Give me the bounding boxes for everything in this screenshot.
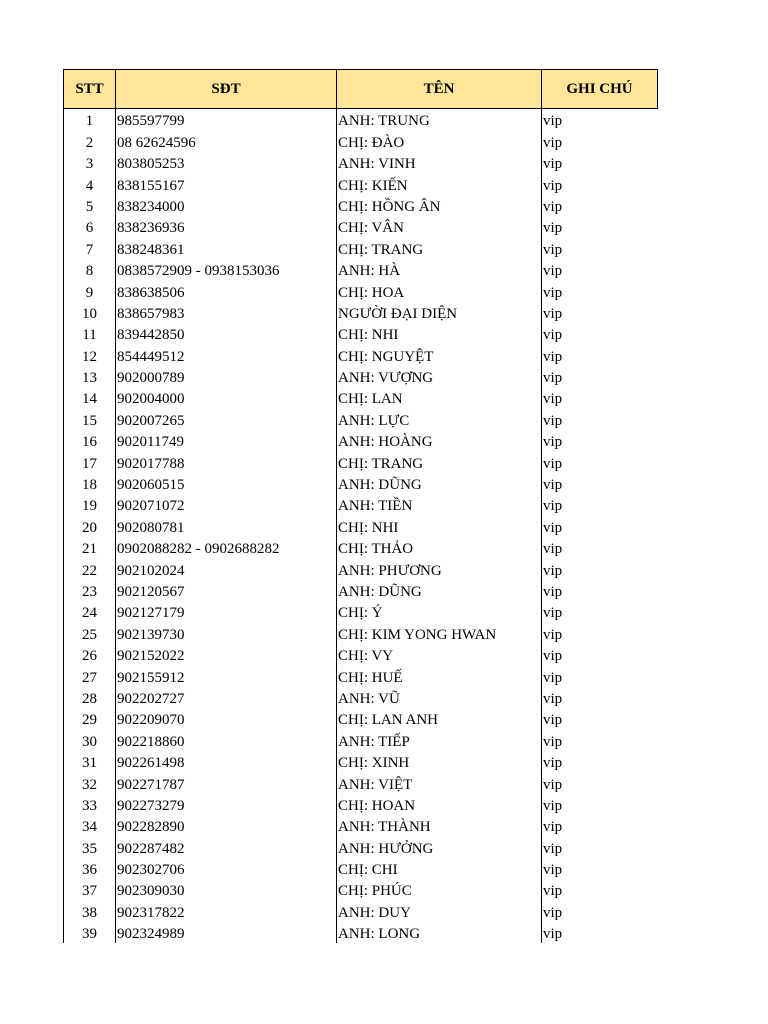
cell-ten[interactable]: ANH: VIỆT: [337, 772, 542, 793]
cell-ghi-chu[interactable]: vip: [542, 622, 658, 643]
cell-ghi-chu[interactable]: vip: [542, 473, 658, 494]
cell-ghi-chu[interactable]: vip: [542, 537, 658, 558]
cell-ten[interactable]: ANH: LỰC: [337, 408, 542, 429]
cell-ghi-chu[interactable]: vip: [542, 558, 658, 579]
cell-sdt[interactable]: 902011749: [116, 430, 337, 451]
cell-sdt[interactable]: 902000789: [116, 366, 337, 387]
cell-stt[interactable]: 5: [64, 195, 116, 216]
cell-stt[interactable]: 26: [64, 644, 116, 665]
table-row: [64, 772, 658, 793]
cell-sdt[interactable]: 902007265: [116, 408, 337, 429]
cell-sdt[interactable]: 902282890: [116, 815, 337, 836]
cell-stt[interactable]: 2: [64, 130, 116, 151]
table-row: [64, 644, 658, 665]
cell-ten[interactable]: CHỊ: VY: [337, 644, 542, 665]
cell-sdt[interactable]: 902287482: [116, 836, 337, 857]
table-row: [64, 515, 658, 536]
cell-ten[interactable]: CHỊ: KIẾN: [337, 173, 542, 194]
cell-sdt[interactable]: 803805253: [116, 152, 337, 173]
cell-ten[interactable]: CHỊ: TRANG: [337, 237, 542, 258]
table-row: [64, 922, 658, 943]
table-row: [64, 815, 658, 836]
cell-stt[interactable]: 4: [64, 173, 116, 194]
table-row: [64, 430, 658, 451]
cell-stt[interactable]: 28: [64, 687, 116, 708]
cell-sdt[interactable]: 902127179: [116, 601, 337, 622]
cell-stt[interactable]: 15: [64, 408, 116, 429]
cell-ten[interactable]: CHỊ: CHI: [337, 858, 542, 879]
table-row: [64, 558, 658, 579]
cell-stt[interactable]: 30: [64, 729, 116, 750]
table-row: [64, 344, 658, 365]
cell-ghi-chu[interactable]: vip: [542, 237, 658, 258]
table-row: [64, 836, 658, 857]
table-row: [64, 366, 658, 387]
cell-stt[interactable]: 23: [64, 580, 116, 601]
cell-stt[interactable]: 7: [64, 237, 116, 258]
cell-stt[interactable]: 32: [64, 772, 116, 793]
cell-stt[interactable]: 33: [64, 794, 116, 815]
cell-stt[interactable]: 3: [64, 152, 116, 173]
table-row: [64, 622, 658, 643]
table-row: [64, 879, 658, 900]
table-row: [64, 794, 658, 815]
cell-stt[interactable]: 38: [64, 900, 116, 921]
cell-sdt[interactable]: 839442850: [116, 323, 337, 344]
cell-sdt[interactable]: 0838572909 - 0938153036: [116, 259, 337, 280]
table-row: [64, 537, 658, 558]
table-row: [64, 451, 658, 472]
cell-sdt[interactable]: 838638506: [116, 280, 337, 301]
cell-sdt[interactable]: 902139730: [116, 622, 337, 643]
cell-ten[interactable]: CHỊ: NHI: [337, 515, 542, 536]
cell-ghi-chu[interactable]: vip: [542, 387, 658, 408]
cell-ghi-chu[interactable]: vip: [542, 858, 658, 879]
cell-ghi-chu[interactable]: vip: [542, 815, 658, 836]
contact-sheet: [63, 69, 658, 943]
cell-ghi-chu[interactable]: vip: [542, 729, 658, 750]
table-row: [64, 473, 658, 494]
table-row: [64, 858, 658, 879]
cell-sdt[interactable]: 902120567: [116, 580, 337, 601]
cell-sdt[interactable]: 08 62624596: [116, 130, 337, 151]
cell-sdt[interactable]: 902004000: [116, 387, 337, 408]
cell-stt[interactable]: 39: [64, 922, 116, 943]
cell-sdt[interactable]: 902317822: [116, 900, 337, 921]
cell-ghi-chu[interactable]: vip: [542, 259, 658, 280]
cell-ten[interactable]: CHỊ: HOAN: [337, 794, 542, 815]
cell-stt[interactable]: 9: [64, 280, 116, 301]
cell-ghi-chu[interactable]: vip: [542, 344, 658, 365]
cell-ghi-chu[interactable]: vip: [542, 665, 658, 686]
cell-stt[interactable]: 37: [64, 879, 116, 900]
table-row: [64, 302, 658, 323]
cell-stt[interactable]: 25: [64, 622, 116, 643]
table-header: [64, 70, 658, 109]
cell-stt[interactable]: 11: [64, 323, 116, 344]
header-ten[interactable]: TÊN: [337, 70, 542, 109]
cell-sdt[interactable]: 838657983: [116, 302, 337, 323]
cell-sdt[interactable]: 838234000: [116, 195, 337, 216]
cell-ghi-chu[interactable]: vip: [542, 173, 658, 194]
cell-sdt[interactable]: 902071072: [116, 494, 337, 515]
header-row: [64, 70, 658, 109]
cell-ghi-chu[interactable]: vip: [542, 366, 658, 387]
cell-ten[interactable]: ANH: TIỀN: [337, 494, 542, 515]
cell-stt[interactable]: 8: [64, 259, 116, 280]
cell-ghi-chu[interactable]: vip: [542, 451, 658, 472]
cell-ghi-chu[interactable]: vip: [542, 687, 658, 708]
cell-ghi-chu[interactable]: vip: [542, 280, 658, 301]
table-row: [64, 387, 658, 408]
cell-sdt[interactable]: 902017788: [116, 451, 337, 472]
cell-ghi-chu[interactable]: vip: [542, 708, 658, 729]
cell-stt[interactable]: 14: [64, 387, 116, 408]
cell-ten[interactable]: CHỊ: HOA: [337, 280, 542, 301]
cell-sdt[interactable]: 902309030: [116, 879, 337, 900]
table-row: [64, 665, 658, 686]
cell-ghi-chu[interactable]: vip: [542, 922, 658, 943]
cell-sdt[interactable]: 902209070: [116, 708, 337, 729]
cell-ten[interactable]: ANH: VŨ: [337, 687, 542, 708]
cell-stt[interactable]: 17: [64, 451, 116, 472]
cell-stt[interactable]: 21: [64, 537, 116, 558]
cell-ten[interactable]: CHỊ: NGUYỆT: [337, 344, 542, 365]
header-ghi-chu[interactable]: GHI CHÚ: [542, 70, 658, 109]
cell-ten[interactable]: ANH: VƯỢNG: [337, 366, 542, 387]
cell-stt[interactable]: 36: [64, 858, 116, 879]
table-row: [64, 580, 658, 601]
table-row: [64, 751, 658, 772]
table-row: [64, 173, 658, 194]
cell-sdt[interactable]: 902261498: [116, 751, 337, 772]
cell-ten[interactable]: ANH: DUY: [337, 900, 542, 921]
cell-sdt[interactable]: 902080781: [116, 515, 337, 536]
cell-ghi-chu[interactable]: vip: [542, 302, 658, 323]
cell-ten[interactable]: CHỊ: VÂN: [337, 216, 542, 237]
cell-ten[interactable]: ANH: LONG: [337, 922, 542, 943]
cell-ten[interactable]: CHỊ: XINH: [337, 751, 542, 772]
cell-sdt[interactable]: 902202727: [116, 687, 337, 708]
cell-stt[interactable]: 12: [64, 344, 116, 365]
table-row: [64, 729, 658, 750]
cell-ghi-chu[interactable]: vip: [542, 408, 658, 429]
table-row: [64, 494, 658, 515]
header-stt[interactable]: STT: [64, 70, 116, 109]
cell-ghi-chu[interactable]: vip: [542, 751, 658, 772]
table-row: [64, 280, 658, 301]
table-row: [64, 323, 658, 344]
cell-ghi-chu[interactable]: vip: [542, 515, 658, 536]
cell-ten[interactable]: CHỊ: LAN: [337, 387, 542, 408]
table-row: [64, 687, 658, 708]
table-row: [64, 216, 658, 237]
cell-sdt[interactable]: 902218860: [116, 729, 337, 750]
cell-sdt[interactable]: 902273279: [116, 794, 337, 815]
cell-stt[interactable]: 10: [64, 302, 116, 323]
cell-ten[interactable]: ANH: THÀNH: [337, 815, 542, 836]
cell-ten[interactable]: CHỊ: THẢO: [337, 537, 542, 558]
header-sdt[interactable]: SĐT: [116, 70, 337, 109]
table-row: [64, 195, 658, 216]
cell-stt[interactable]: 19: [64, 494, 116, 515]
cell-ten[interactable]: ANH: PHƯƠNG: [337, 558, 542, 579]
cell-stt[interactable]: 16: [64, 430, 116, 451]
cell-stt[interactable]: 1: [64, 109, 116, 131]
cell-ten[interactable]: CHỊ: ĐÀO: [337, 130, 542, 151]
cell-sdt[interactable]: 902302706: [116, 858, 337, 879]
cell-sdt[interactable]: 902060515: [116, 473, 337, 494]
cell-ten[interactable]: ANH: HOÀNG: [337, 430, 542, 451]
cell-ghi-chu[interactable]: vip: [542, 195, 658, 216]
cell-ghi-chu[interactable]: vip: [542, 772, 658, 793]
cell-ghi-chu[interactable]: vip: [542, 494, 658, 515]
cell-sdt[interactable]: 0902088282 - 0902688282: [116, 537, 337, 558]
cell-ten[interactable]: ANH: TIẾP: [337, 729, 542, 750]
cell-ten[interactable]: CHỊ: KIM YONG HWAN: [337, 622, 542, 643]
cell-ten[interactable]: CHỊ: HUẾ: [337, 665, 542, 686]
cell-ten[interactable]: CHỊ: LAN ANH: [337, 708, 542, 729]
cell-sdt[interactable]: 838236936: [116, 216, 337, 237]
cell-ten[interactable]: ANH: HÀ: [337, 259, 542, 280]
cell-sdt[interactable]: 985597799: [116, 109, 337, 131]
cell-stt[interactable]: 18: [64, 473, 116, 494]
cell-ghi-chu[interactable]: vip: [542, 900, 658, 921]
cell-ghi-chu[interactable]: vip: [542, 323, 658, 344]
cell-ten[interactable]: CHỊ: Ý: [337, 601, 542, 622]
table-row: [64, 408, 658, 429]
cell-ghi-chu[interactable]: vip: [542, 794, 658, 815]
cell-stt[interactable]: 24: [64, 601, 116, 622]
cell-ghi-chu[interactable]: vip: [542, 644, 658, 665]
cell-ghi-chu[interactable]: vip: [542, 130, 658, 151]
cell-sdt[interactable]: 902155912: [116, 665, 337, 686]
cell-stt[interactable]: 6: [64, 216, 116, 237]
cell-ten[interactable]: CHỊ: HỒNG ÂN: [337, 195, 542, 216]
cell-sdt[interactable]: 838248361: [116, 237, 337, 258]
contact-table: [63, 69, 658, 943]
cell-ghi-chu[interactable]: vip: [542, 836, 658, 857]
cell-ten[interactable]: ANH: DŨNG: [337, 580, 542, 601]
cell-ten[interactable]: ANH: HƯỞNG: [337, 836, 542, 857]
cell-stt[interactable]: 34: [64, 815, 116, 836]
table-row: [64, 152, 658, 173]
table-row: [64, 237, 658, 258]
cell-ten[interactable]: CHỊ: NHI: [337, 323, 542, 344]
table-row: [64, 708, 658, 729]
cell-sdt[interactable]: 902271787: [116, 772, 337, 793]
cell-stt[interactable]: 29: [64, 708, 116, 729]
cell-stt[interactable]: 27: [64, 665, 116, 686]
cell-ghi-chu[interactable]: vip: [542, 879, 658, 900]
table-row: [64, 109, 658, 131]
cell-ten[interactable]: CHỊ: TRANG: [337, 451, 542, 472]
cell-ghi-chu[interactable]: vip: [542, 216, 658, 237]
cell-stt[interactable]: 22: [64, 558, 116, 579]
cell-stt[interactable]: 13: [64, 366, 116, 387]
cell-ten[interactable]: ANH: TRUNG: [337, 109, 542, 131]
table-row: [64, 130, 658, 151]
cell-ghi-chu[interactable]: vip: [542, 109, 658, 131]
cell-stt[interactable]: 35: [64, 836, 116, 857]
table-body: [64, 109, 658, 944]
table-row: [64, 259, 658, 280]
cell-ten[interactable]: NGƯỜI ĐẠI DIỆN: [337, 302, 542, 323]
cell-stt[interactable]: 20: [64, 515, 116, 536]
cell-sdt[interactable]: 854449512: [116, 344, 337, 365]
cell-ghi-chu[interactable]: vip: [542, 152, 658, 173]
cell-sdt[interactable]: 902152022: [116, 644, 337, 665]
table-row: [64, 601, 658, 622]
table-row: [64, 900, 658, 921]
cell-ghi-chu[interactable]: vip: [542, 430, 658, 451]
cell-stt[interactable]: 31: [64, 751, 116, 772]
cell-ten[interactable]: ANH: DŨNG: [337, 473, 542, 494]
cell-ten[interactable]: ANH: VINH: [337, 152, 542, 173]
cell-ten[interactable]: CHỊ: PHÚC: [337, 879, 542, 900]
cell-ghi-chu[interactable]: vip: [542, 601, 658, 622]
cell-sdt[interactable]: 838155167: [116, 173, 337, 194]
cell-ghi-chu[interactable]: vip: [542, 580, 658, 601]
cell-sdt[interactable]: 902102024: [116, 558, 337, 579]
cell-sdt[interactable]: 902324989: [116, 922, 337, 943]
